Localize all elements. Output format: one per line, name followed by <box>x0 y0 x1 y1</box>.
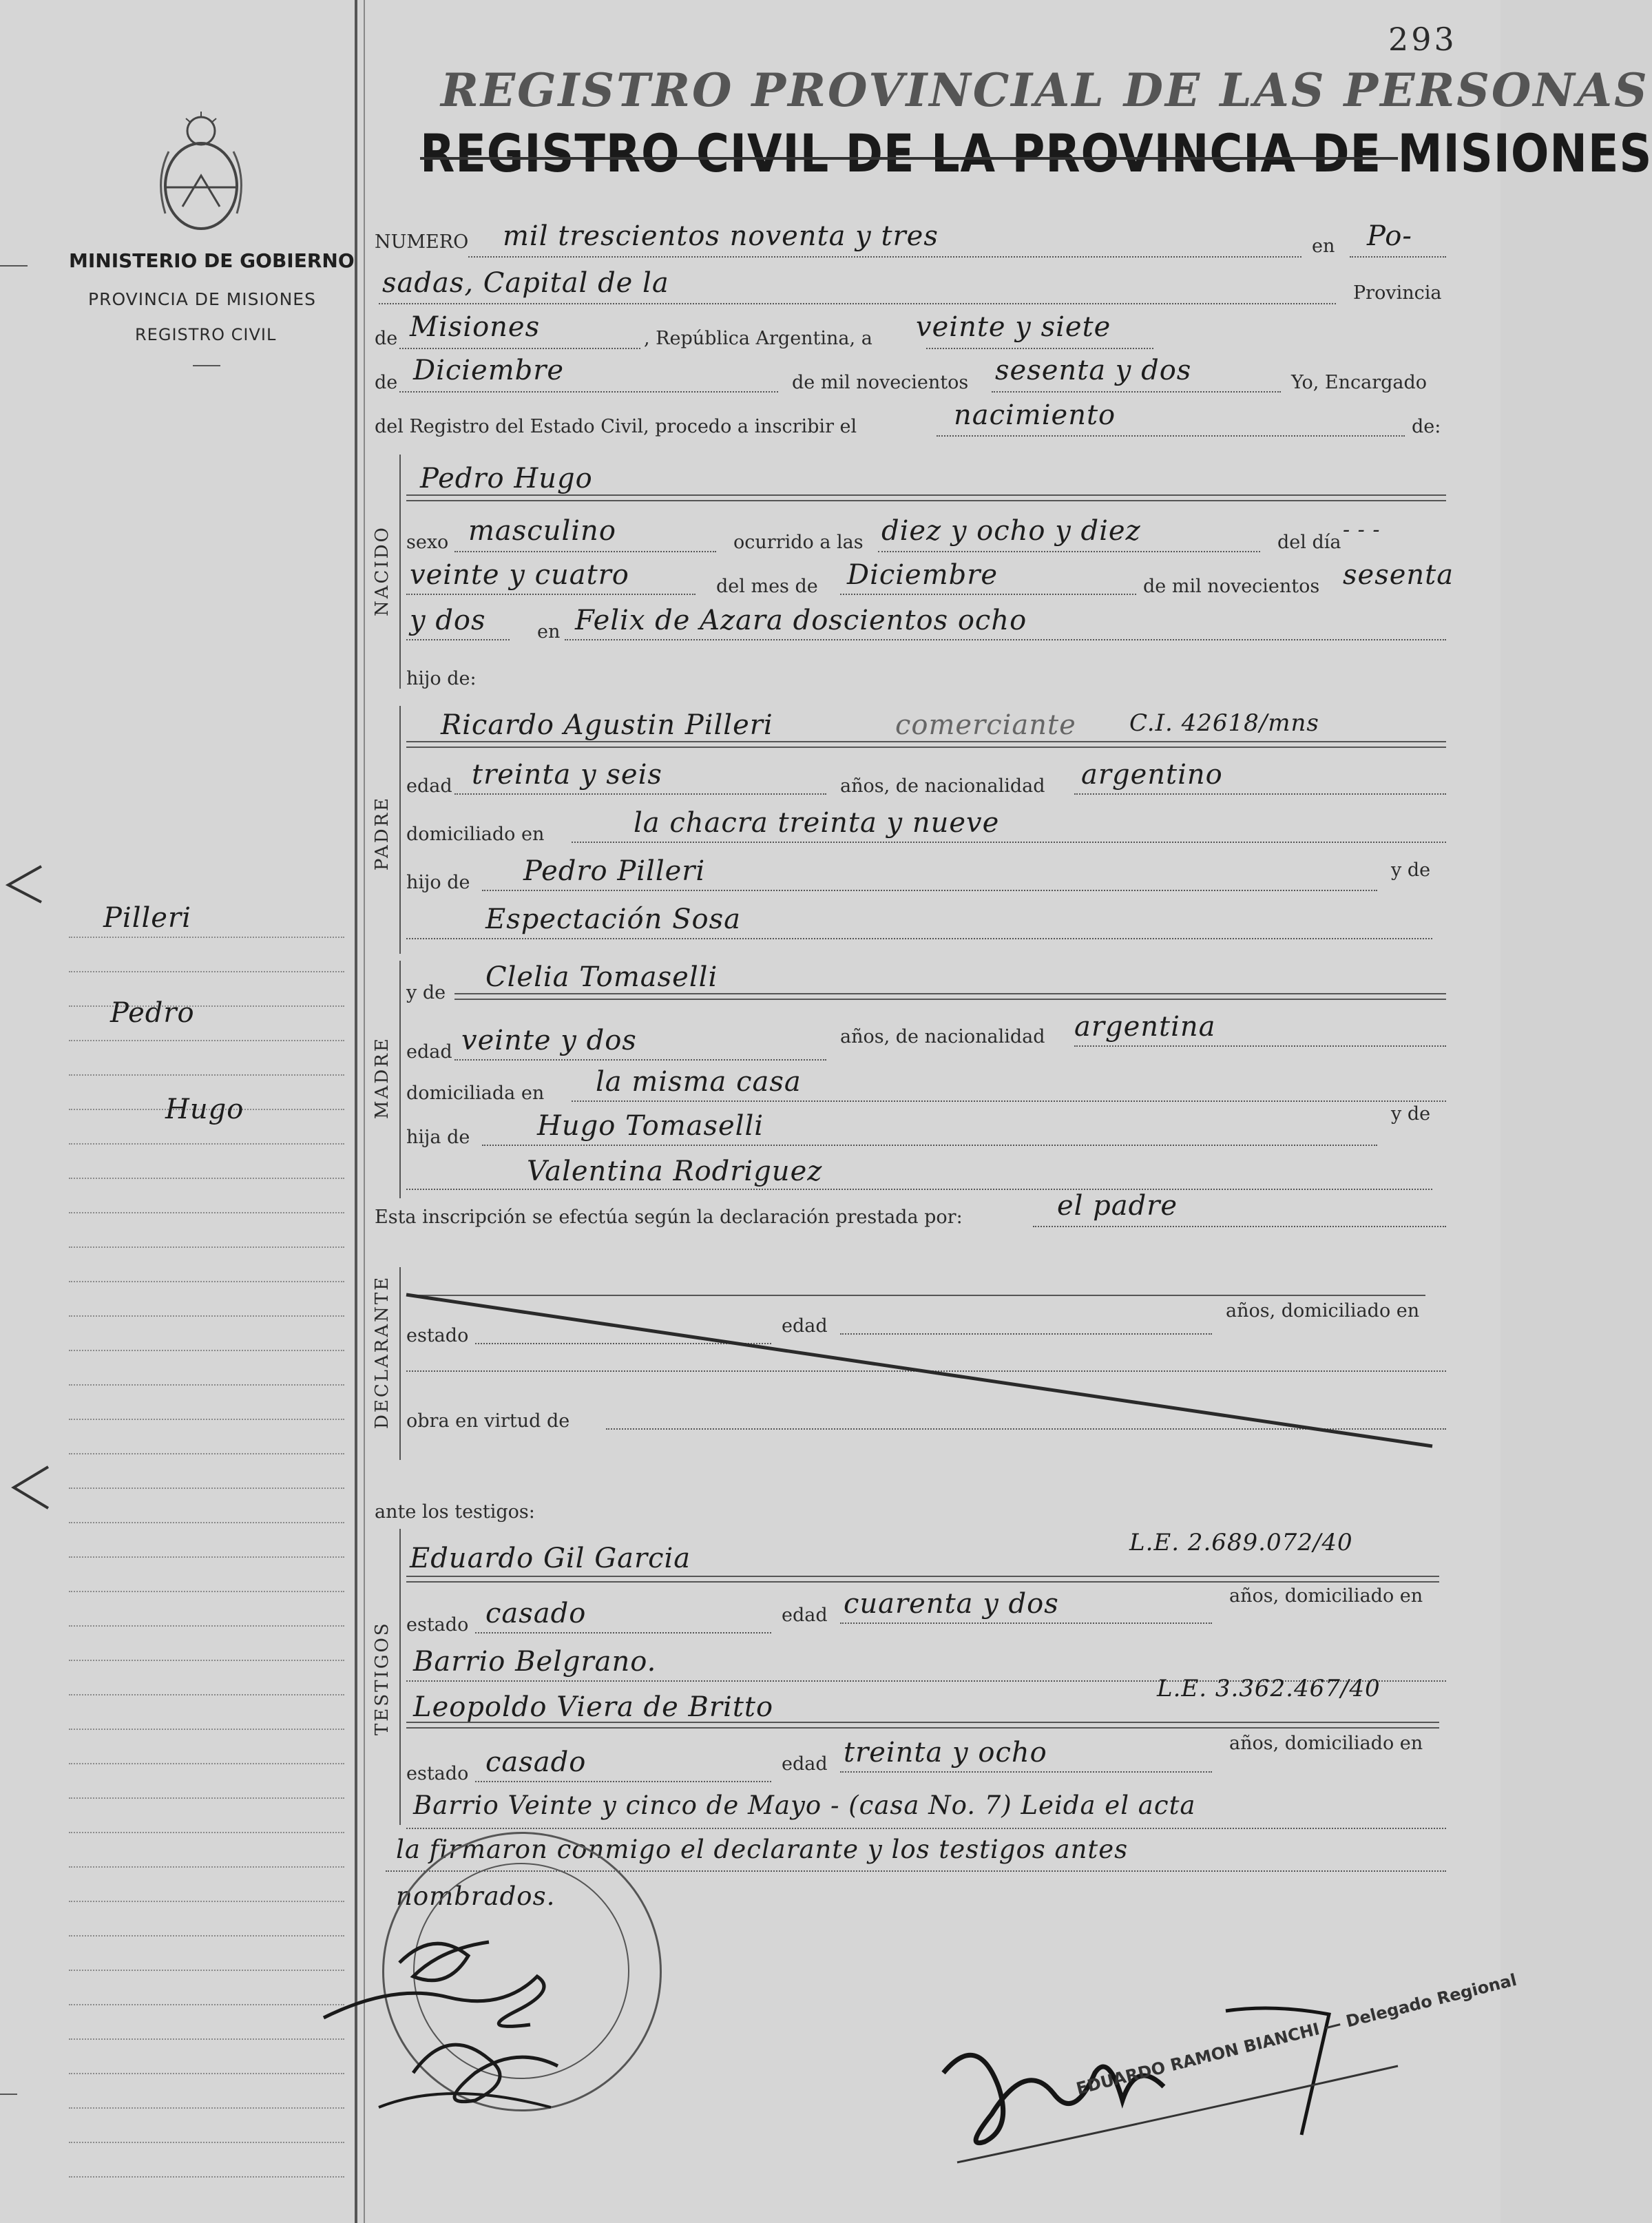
testigo2-dom-value: Barrio Veinte y cinco de Mayo - (casa No. 7) Leida el acta <box>413 1791 1196 1820</box>
testigo1-edad-line <box>840 1622 1212 1624</box>
index-line <box>69 1660 344 1661</box>
numero-label: NUMERO <box>375 231 469 253</box>
abuelo-p-value: Pedro Pilleri <box>523 855 706 887</box>
abuela-m-field-line <box>406 1189 1432 1190</box>
padre-side-label: PADRE <box>372 795 393 871</box>
padre-doc-value: C.I. 42618/mns <box>1129 709 1319 737</box>
hijo-de-label: hijo de: <box>406 668 477 689</box>
del-registro-label: del Registro del Estado Civil, procedo a inscribir el <box>375 416 857 437</box>
yo-encargado-label: Yo, Encargado <box>1291 372 1428 393</box>
madre-hija-de-label: hija de <box>406 1127 470 1148</box>
madre-edad-value: veinte y dos <box>461 1025 637 1056</box>
index-line <box>69 1488 344 1489</box>
madre-name-value: Clelia Tomaselli <box>485 961 718 993</box>
sexo-label: sexo <box>406 532 449 553</box>
index-line <box>69 1074 344 1076</box>
child-name-value: Pedro Hugo <box>420 463 593 494</box>
closing-text-2: nombrados. <box>396 1881 556 1911</box>
index-line <box>69 1419 344 1420</box>
mes-nac-value: Diciembre <box>847 559 998 591</box>
anio-nac-value-a: sesenta <box>1343 559 1454 591</box>
declarante-value: el padre <box>1057 1190 1178 1222</box>
madre-dom-value: la misma casa <box>596 1066 802 1098</box>
provincia-label: Provincia <box>1353 282 1442 304</box>
ocurrido-label: ocurrido a las <box>733 532 864 553</box>
anio-value: sesenta y dos <box>995 355 1192 386</box>
index-second-name: Hugo <box>165 1094 244 1125</box>
index-line <box>69 1522 344 1523</box>
testigo2-name-line-2 <box>406 1727 1439 1729</box>
index-line <box>69 1625 344 1627</box>
testigos-bracket <box>399 1529 401 1825</box>
index-line <box>69 1350 344 1351</box>
abuelo-p-field-line <box>482 890 1377 891</box>
index-line <box>69 2038 344 2040</box>
mes-value: Diciembre <box>413 355 565 386</box>
sexo-field-line <box>454 551 716 552</box>
padre-dom-field-line <box>572 842 1446 843</box>
padre-dom-value: la chacra treinta y nueve <box>634 807 1000 839</box>
index-line <box>69 1246 344 1248</box>
sexo-value: masculino <box>468 515 616 547</box>
abuelo-m-field-line <box>482 1145 1377 1146</box>
dia-field-line <box>926 348 1153 349</box>
declarante-anos-label: años, domiciliado en <box>1226 1300 1420 1322</box>
testigo2-anos-label: años, domiciliado en <box>1229 1733 1423 1754</box>
madre-nac-field-line <box>1074 1045 1446 1047</box>
del-mes-label: del mes de <box>716 576 818 597</box>
index-line <box>69 1178 344 1179</box>
index-line <box>69 1729 344 1730</box>
republica-label: , República Argentina, a <box>644 328 872 349</box>
numero-value: mil trescientos noventa y tres <box>503 220 939 252</box>
testigo2-estado-value: casado <box>485 1746 587 1778</box>
padre-edad-field-line <box>454 793 826 795</box>
testigo1-name-value: Eduardo Gil Garcia <box>410 1543 691 1574</box>
abuelo-m-value: Hugo Tomaselli <box>537 1110 764 1142</box>
madre-edad-field-line <box>454 1059 826 1061</box>
declarante-edad-label: edad <box>782 1315 828 1337</box>
provincia-field-line <box>399 348 640 349</box>
madre-y-de-label-2: y de <box>1391 1103 1431 1125</box>
panel-divider <box>193 365 220 366</box>
index-line <box>69 971 344 972</box>
padre-bracket <box>399 706 401 954</box>
declarante-bracket <box>399 1267 401 1460</box>
index-line <box>69 1040 344 1041</box>
madre-side-label: MADRE <box>372 1036 393 1119</box>
obra-label: obra en virtud de <box>406 1410 570 1432</box>
testigo2-edad-label: edad <box>782 1753 828 1775</box>
index-line <box>69 2004 344 2005</box>
lugar-value: sadas, Capital de la <box>382 267 669 299</box>
anio-field-line <box>992 391 1281 393</box>
index-line <box>69 1763 344 1764</box>
lugar-field-line <box>379 303 1336 304</box>
testigo1-name-line-2 <box>406 1581 1439 1583</box>
padre-nac-field-line <box>1074 793 1446 795</box>
madre-edad-label: edad <box>406 1041 452 1063</box>
margin-tick <box>0 2094 17 2095</box>
de-mil-label: de mil novecientos <box>792 372 969 393</box>
index-line <box>69 2107 344 2109</box>
testigo1-name-line <box>406 1576 1439 1577</box>
index-first-name: Pedro <box>110 997 195 1029</box>
coat-of-arms-icon <box>155 110 248 241</box>
anio-nac-value-b: y dos <box>410 605 486 636</box>
index-line <box>69 1970 344 1971</box>
index-line <box>69 1315 344 1317</box>
index-line <box>69 1832 344 1833</box>
index-line <box>69 1935 344 1937</box>
madre-y-de-label: y de <box>406 982 446 1003</box>
padre-dom-label: domiciliado en <box>406 824 545 845</box>
madre-name-line <box>454 993 1446 994</box>
declarante-side-label: DECLARANTE <box>372 1275 393 1429</box>
en-label-2: en <box>537 621 561 643</box>
index-line <box>69 1143 344 1145</box>
registry-title: REGISTRO CIVIL DE LA PROVINCIA DE MISIONES <box>420 123 1652 184</box>
testigo2-edad-line <box>840 1771 1212 1773</box>
madre-dom-field-line <box>572 1100 1446 1102</box>
madre-nac-value: argentina <box>1074 1011 1216 1043</box>
nacido-bracket <box>399 455 401 689</box>
testigo1-anos-label: años, domiciliado en <box>1229 1585 1423 1607</box>
en-label: en <box>1312 236 1335 257</box>
testigo2-estado-line <box>475 1781 771 1782</box>
de-label-2: de <box>375 372 398 393</box>
dia-nac-value: veinte y cuatro <box>410 559 629 591</box>
padre-edad-value: treinta y seis <box>472 759 662 791</box>
index-line <box>69 2142 344 2143</box>
declarante-field-line <box>1033 1226 1446 1227</box>
index-line <box>69 1866 344 1868</box>
binding-line <box>355 0 357 2223</box>
dia-value: veinte y siete <box>916 311 1111 343</box>
del-dia-label: del día <box>1277 532 1341 553</box>
mes-field-line <box>399 391 778 393</box>
index-line <box>69 1453 344 1454</box>
madre-bracket <box>399 961 401 1198</box>
testigo2-name-value: Leopoldo Viera de Britto <box>413 1691 774 1723</box>
padre-anos-label: años, de nacionalidad <box>840 775 1045 797</box>
abuela-p-value: Espectación Sosa <box>485 904 741 935</box>
en-value: Po- <box>1367 220 1412 252</box>
binding-line-secondary <box>364 0 365 2223</box>
padre-name-line-2 <box>406 747 1446 748</box>
index-line <box>69 1384 344 1386</box>
padre-nac-value: argentino <box>1081 759 1223 791</box>
madre-dom-label: domiciliada en <box>406 1083 545 1104</box>
index-line <box>69 2176 344 2178</box>
title-strike-line <box>420 157 1398 160</box>
closing-text: la firmaron conmigo el declarante y los testigos antes <box>396 1835 1129 1864</box>
index-line <box>69 937 344 938</box>
anio-nac-field-line <box>406 639 510 640</box>
padre-name-value: Ricardo Agustin Pilleri <box>441 709 773 741</box>
province-label: PROVINCIA DE MISIONES <box>88 289 316 309</box>
de-colon-label: de: <box>1412 416 1441 437</box>
registrar-stamp-text: EDUARDO RAMON BIANCHI — Delegado Regional <box>1074 1970 1519 2099</box>
madre-name-line-2 <box>454 999 1446 1000</box>
provincia-value: Misiones <box>410 311 541 343</box>
acto-field-line <box>937 435 1405 437</box>
testigo2-estado-label: estado <box>406 1763 469 1784</box>
index-line <box>69 1556 344 1558</box>
padre-name-line <box>406 741 1446 742</box>
margin-check-icon <box>0 861 48 909</box>
numero-field-line <box>468 256 1301 258</box>
testigo2-doc-value: L.E. 3.362.467/40 <box>1157 1675 1381 1702</box>
testigo1-dom-value: Barrio Belgrano. <box>413 1646 657 1678</box>
testigo1-edad-value: cuarenta y dos <box>844 1588 1059 1620</box>
dia-dash-value: - - - <box>1343 518 1381 542</box>
child-name-line-2 <box>406 500 1446 501</box>
madre-anos-label: años, de nacionalidad <box>840 1026 1045 1047</box>
ministry-label: MINISTERIO DE GOBIERNO <box>69 249 355 272</box>
index-line <box>69 1281 344 1282</box>
hora-value: diez y ocho y diez <box>881 515 1141 547</box>
lugar-nac-value: Felix de Azara doscientos ocho <box>575 605 1027 636</box>
padre-edad-label: edad <box>406 775 452 797</box>
index-line <box>69 1212 344 1213</box>
testigo1-estado-line <box>475 1632 771 1634</box>
index-line <box>69 2073 344 2074</box>
nacido-side-label: NACIDO <box>372 525 393 616</box>
padre-y-de-label: y de <box>1391 859 1431 881</box>
testigo1-doc-value: L.E. 2.689.072/40 <box>1129 1529 1353 1556</box>
testigo1-edad-label: edad <box>782 1605 828 1626</box>
witness-signatures-icon <box>310 1901 696 2135</box>
acto-value: nacimiento <box>954 399 1116 431</box>
abuela-p-field-line <box>406 938 1432 939</box>
testigos-side-label: TESTIGOS <box>372 1621 393 1735</box>
padre-hijo-de-label: hijo de <box>406 872 470 893</box>
en-field-line <box>1350 256 1446 258</box>
index-surname: Pilleri <box>103 902 191 934</box>
dia-nac-field-line <box>406 594 696 595</box>
abuela-m-value: Valentina Rodriguez <box>527 1156 823 1187</box>
index-line <box>69 1694 344 1695</box>
de-mil-label-2: de mil novecientos <box>1143 576 1320 597</box>
margin-mark <box>0 265 28 267</box>
testigo2-name-line <box>406 1722 1439 1723</box>
hora-field-line <box>878 551 1260 552</box>
index-line <box>69 1797 344 1799</box>
mes-nac-field-line <box>840 594 1136 595</box>
testigos-intro-label: ante los testigos: <box>375 1501 535 1523</box>
testigo1-estado-value: casado <box>485 1598 587 1629</box>
index-line <box>69 1901 344 1902</box>
old-registry-title: REGISTRO PROVINCIAL DE LAS PERSONAS <box>441 63 1649 117</box>
testigo2-dom-line <box>406 1828 1446 1829</box>
declarante-estado-label: estado <box>406 1325 469 1346</box>
declaracion-label: Esta inscripción se efectúa según la declaración prestada por: <box>375 1207 963 1228</box>
civil-registry-label: REGISTRO CIVIL <box>135 325 277 344</box>
de-label: de <box>375 328 398 349</box>
padre-occupation-value: comerciante <box>895 709 1076 741</box>
index-line <box>69 1591 344 1592</box>
lugar-nac-field-line <box>565 639 1446 640</box>
child-name-line <box>406 494 1446 496</box>
testigo1-estado-label: estado <box>406 1614 469 1636</box>
margin-check-icon <box>0 1460 55 1515</box>
page-number: 293 <box>1388 21 1457 58</box>
testigo2-edad-value: treinta y ocho <box>844 1737 1047 1768</box>
declarante-strike-line <box>406 1288 1439 1453</box>
